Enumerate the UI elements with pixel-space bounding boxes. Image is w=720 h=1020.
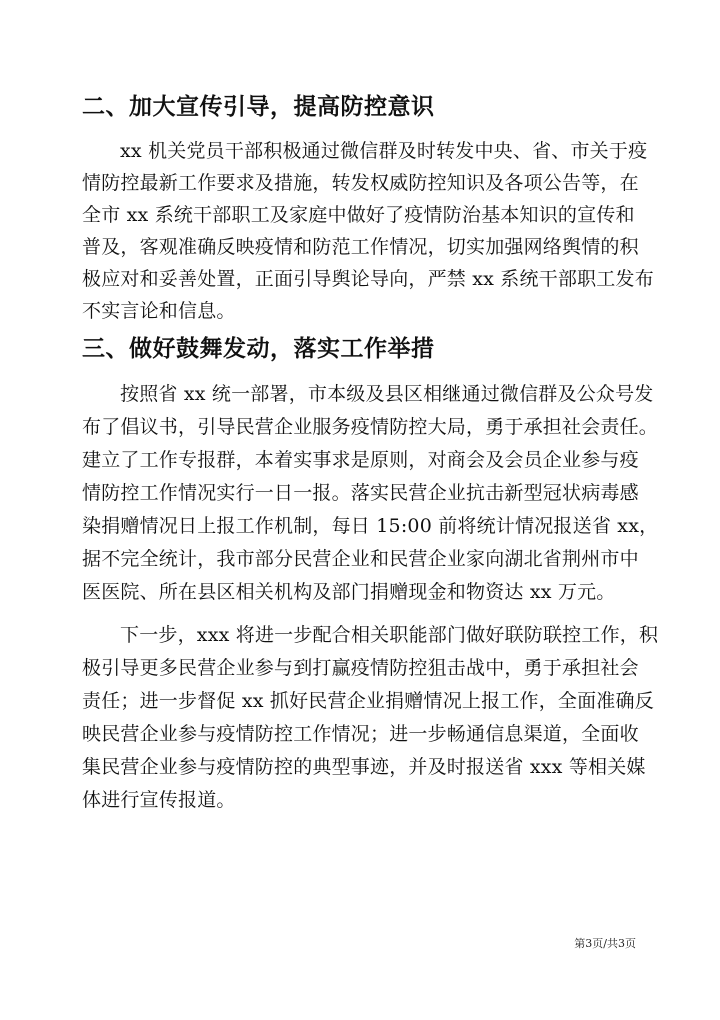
paragraph-line: 极引导更多民营企业参与到打赢疫情防控狙击战中，勇于承担社会 <box>82 657 639 679</box>
paragraph-line: 按照省 xx 统一部署，市本级及县区相继通过微信群及公众号发 <box>120 383 654 405</box>
paragraph-line: 建立了工作专报群，本着实事求是原则，对商会及会员企业参与疫 <box>82 449 639 471</box>
paragraph-line: 情防控最新工作要求及措施，转发权威防控知识及各项公告等，在 <box>82 172 639 194</box>
paragraph-line: 下一步，xxx 将进一步配合相关职能部门做好联防联控工作，积 <box>120 624 659 646</box>
paragraph-line: 不实言论和信息。 <box>82 300 236 322</box>
paragraph-line: xx 机关党员干部积极通过微信群及时转发中央、省、市关于疫 <box>120 140 648 162</box>
paragraph-line: 布了倡议书，引导民营企业服务疫情防控大局，勇于承担社会责任。 <box>82 416 659 438</box>
section-heading-2: 二、加大宣传引导，提高防控意识 <box>82 93 435 120</box>
section-heading-3: 三、做好鼓舞发动，落实工作举措 <box>82 335 435 362</box>
paragraph-line: 全市 xx 系统干部职工及家庭中做好了疫情防治基本知识的宣传和 <box>82 204 635 226</box>
paragraph-line: 极应对和妥善处置，正面引导舆论导向，严禁 xx 系统干部职工发布 <box>82 268 654 290</box>
paragraph-line: 集民营企业参与疫情防控的典型事迹，并及时报送省 xxx 等相关媒 <box>82 756 646 778</box>
paragraph-line: 责任；进一步督促 xx 抓好民营企业捐赠情况上报工作，全面准确反 <box>82 690 654 712</box>
paragraph-line: 据不完全统计，我市部分民营企业和民营企业家向湖北省荆州市中 <box>82 548 639 570</box>
paragraph-line: 体进行宣传报道。 <box>82 789 236 811</box>
paragraph-line: 医医院、所在县区相关机构及部门捐赠现金和物资达 xx 万元。 <box>82 581 616 603</box>
paragraph-line: 普及，客观准确反映疫情和防范工作情况，切实加强网络舆情的积 <box>82 236 639 258</box>
paragraph-line: 映民营企业参与疫情防控工作情况；进一步畅通信息渠道，全面收 <box>82 723 639 745</box>
paragraph-line: 情防控工作情况实行一日一报。落实民营企业抗击新型冠状病毒感 <box>82 482 639 504</box>
page-number: 第3页/共3页 <box>574 937 636 950</box>
paragraph-line: 染捐赠情况日上报工作机制，每日 15:00 前将统计情况报送省 xx， <box>82 515 659 537</box>
